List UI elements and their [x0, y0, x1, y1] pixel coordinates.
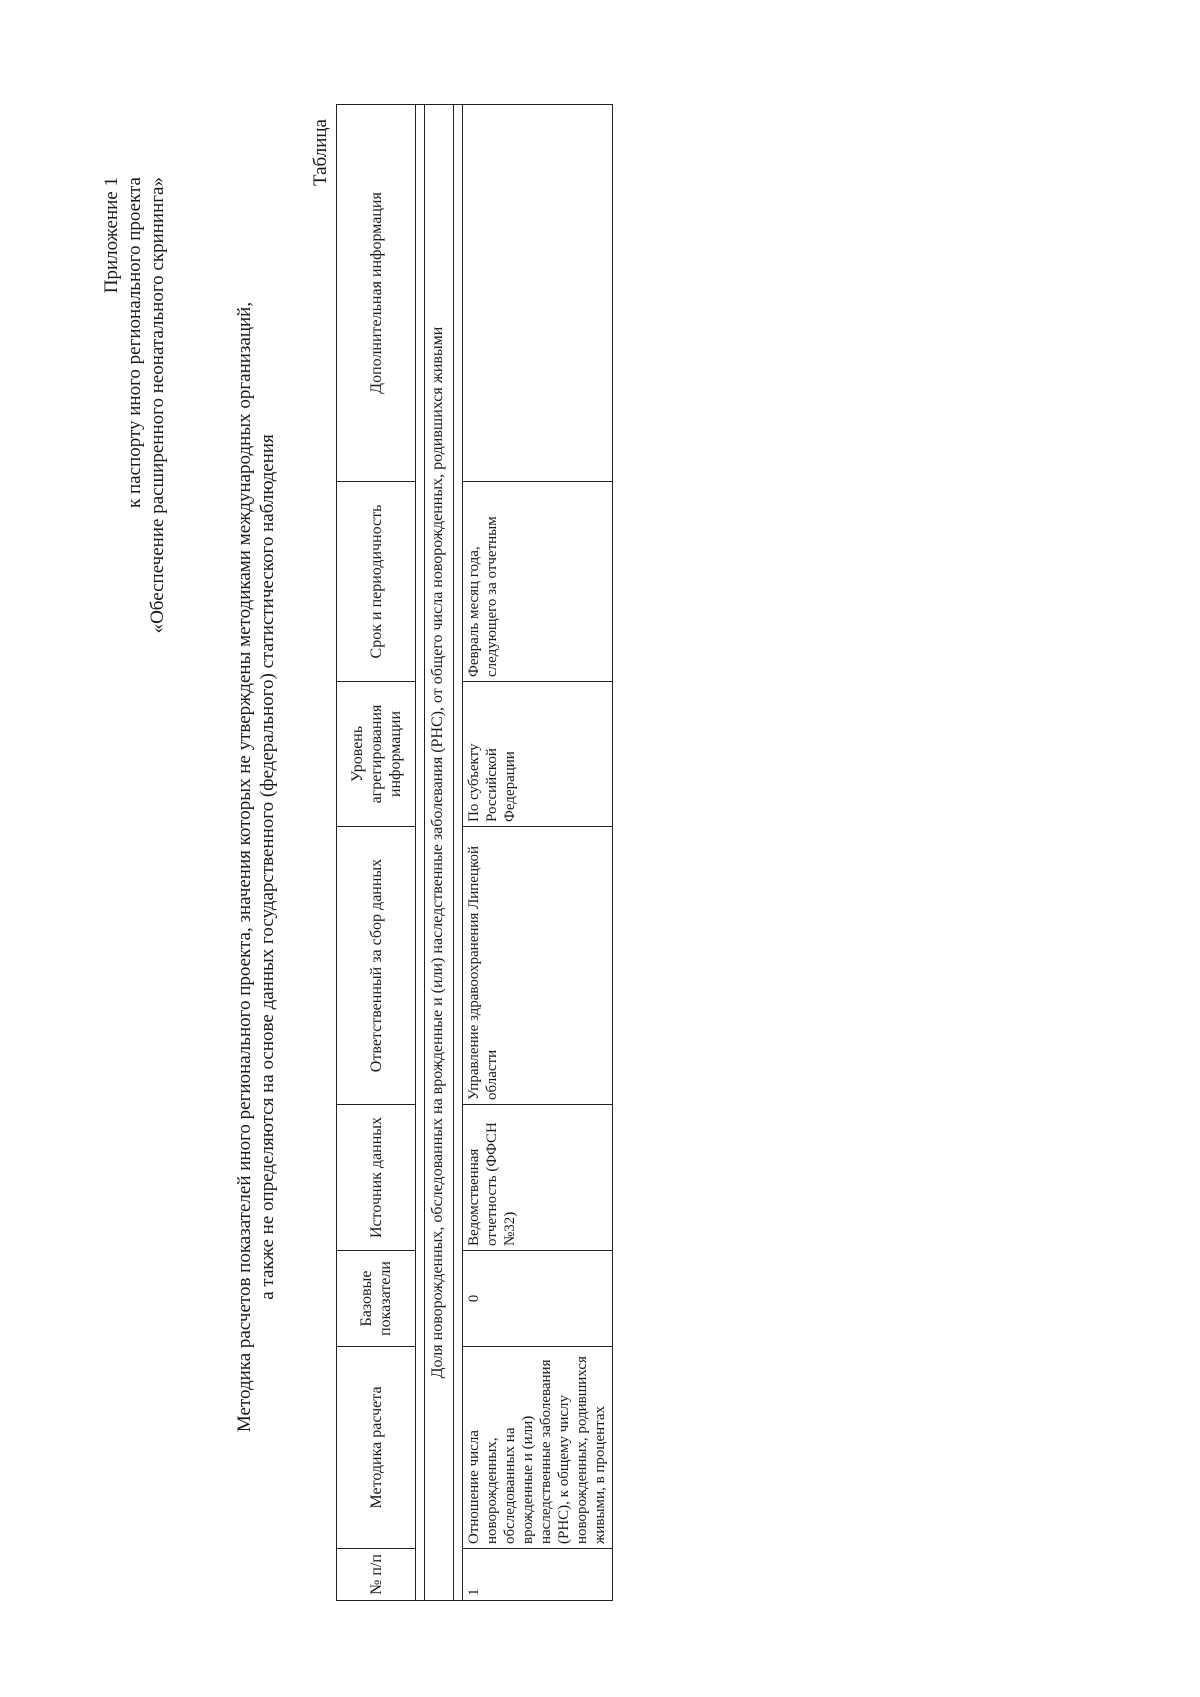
header-base: Базовые показатели	[337, 1251, 416, 1347]
annex-line-2: к паспорту иного регионального проекта	[124, 177, 145, 508]
cell-extra	[463, 105, 613, 482]
title-line-2: а также не определяются на основе данных государственного (федерального) статистического наблюдения	[257, 434, 278, 1300]
header-period: Срок и периодичность	[337, 482, 416, 682]
cell-responsible: Управление здравоохранения Липецкой области	[463, 827, 613, 1105]
table-row	[463, 105, 613, 1601]
methodology-table	[336, 104, 613, 1601]
annex-line-3: «Обеспечение расширенного неонатального скрининга»	[147, 177, 168, 634]
group-title: Доля новорожденных, обследованных на врожденные и (или) наследственные заболевания (РНС), от общего числа новорожденных, родившихся живыми	[425, 105, 454, 1601]
spacer-row	[454, 105, 463, 1601]
header-responsible: Ответственный за сбор данных	[337, 827, 416, 1105]
cell-base: 0	[463, 1251, 613, 1347]
cell-source: Ведомственная отчетность (ФФСН №32)	[463, 1105, 613, 1251]
header-extra: Дополнительная информация	[337, 105, 416, 482]
group-row	[425, 105, 454, 1601]
cell-method: Отношение числа новорожденных, обследованных на врожденные и (или) наследственные заболевания (РНС), к общему числу новорожденных, родившихся живыми, в процентах	[463, 1347, 613, 1549]
title-line-1: Методика расчетов показателей иного регионального проекта, значения которых не утверждены методиками международных организаций,	[234, 301, 255, 1433]
table-header-row	[337, 105, 416, 1601]
cell-num: 1	[463, 1549, 613, 1601]
cell-level: По субъекту Российской Федерации	[463, 682, 613, 827]
header-source: Источник данных	[337, 1105, 416, 1251]
cell-period: Февраль месяц года, следующего за отчетным	[463, 482, 613, 682]
document-title	[233, 167, 279, 1567]
annex-block	[100, 177, 169, 1697]
annex-line-1: Приложение 1	[101, 177, 122, 294]
spacer-row	[416, 105, 425, 1601]
header-level: Уровень агрегирования информации	[337, 682, 416, 827]
table-caption: Таблица	[310, 119, 331, 187]
header-num: № п/п	[337, 1549, 416, 1601]
header-method: Методика расчета	[337, 1347, 416, 1549]
